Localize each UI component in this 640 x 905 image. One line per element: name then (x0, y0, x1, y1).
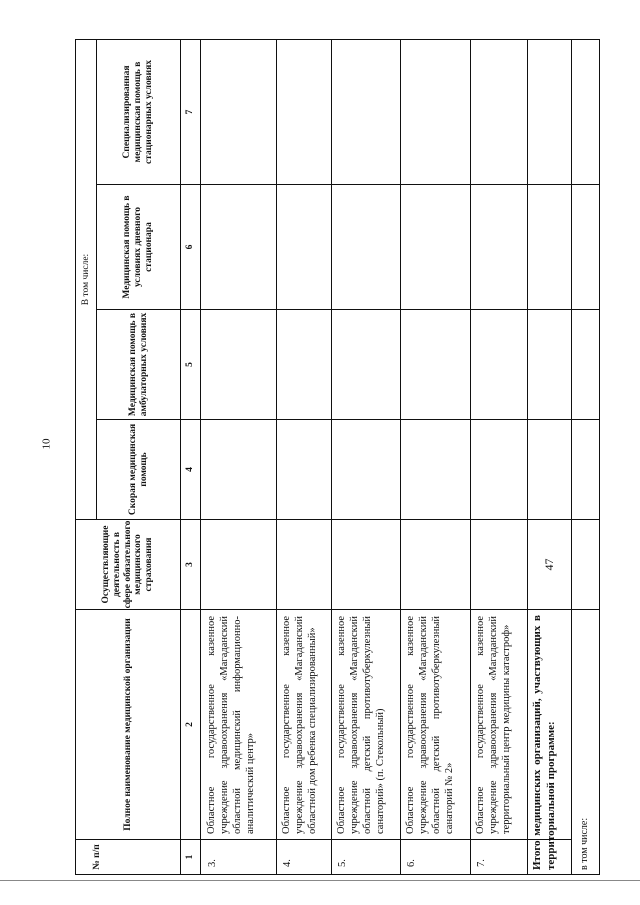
row-num: 7. (476, 859, 487, 867)
header-emergency: Скорая медицинская помощь (127, 423, 149, 516)
row-line (331, 39, 332, 875)
header-ambulatory: Медицинская помощь в амбулаторных условиях (127, 312, 149, 417)
table-border-bottom (599, 39, 600, 875)
index-cell: 1 (185, 854, 196, 860)
row-org-name: Областное государственное казенное учреждение здравоохранения «Магаданский областной детский противотуберкулезный санаторий № 2» (405, 616, 456, 834)
total-value: 47 (541, 558, 556, 571)
footer-divider (0, 880, 640, 881)
index-cell: 3 (185, 562, 196, 567)
row-line (527, 39, 528, 875)
total-label: Итого медицинских организаций, участвующих в территориальной программе: (531, 615, 557, 870)
header-group: В том числе: (80, 253, 91, 306)
row-org-name: Областное государственное казенное учреждение здравоохранения «Магаданский областной детский противотуберкулезный санаторий» (п. Стекольный) (336, 616, 387, 834)
row-line (470, 39, 471, 875)
col-line (75, 874, 600, 875)
index-cell: 4 (185, 467, 196, 472)
row-line (400, 39, 401, 875)
row-line (276, 39, 277, 875)
row-num: 3. (207, 859, 218, 867)
row-org-name: Областное государственное казенное учреждение здравоохранения «Магаданский территориальный центр медицины катастроф» (475, 616, 513, 834)
medical-organizations-table (75, 39, 600, 875)
row-num: 6. (406, 859, 417, 867)
index-row-line (200, 39, 201, 875)
row-num: 4. (282, 859, 293, 867)
index-cell: 2 (185, 722, 196, 727)
header-name: Полное наименование медицинской организации (122, 618, 133, 831)
header-oms: Осуществляющие деятельность в сфере обязательного медицинского страхования (100, 520, 155, 609)
including-label: в том числе: (579, 817, 590, 870)
header-num: № п/п (91, 844, 102, 870)
index-cell: 5 (185, 362, 196, 367)
page-number: 10 (40, 438, 53, 450)
index-cell: 6 (185, 244, 196, 250)
row-org-name: Областное государственное казенное учреждение здравоохранения «Магаданский областной дом ребенка специализированный» (281, 616, 319, 834)
row-line (571, 39, 572, 875)
col-line (75, 839, 571, 840)
row-org-name: Областное государственное казенное учреждение здравоохранения «Магаданский областной медицинский информационно-аналитический центр» (206, 616, 257, 834)
row-num: 5. (337, 859, 348, 867)
header-specialized: Специализированная медицинская помощь в стационарных условиях (122, 60, 154, 164)
index-cell: 7 (185, 109, 196, 115)
header-day-hospital: Медицинская помощь в условиях дневного стационара (122, 195, 154, 299)
